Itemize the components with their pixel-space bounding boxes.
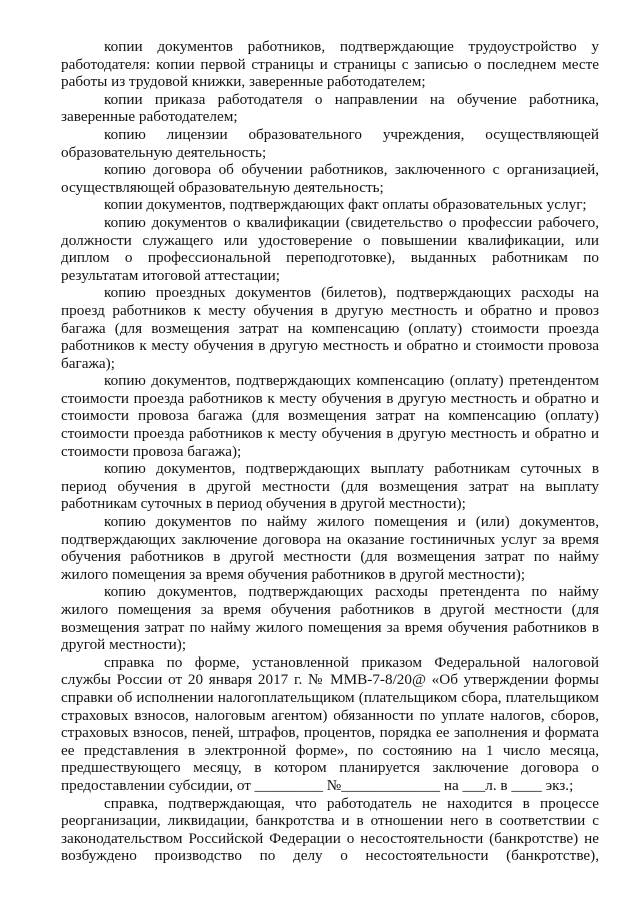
paragraph-travel-compensation: копию документов, подтверждающих компенсацию (оплату) претендентом стоимости проезда работников к месту обучения в другую местность и обратно и стоимости провоза багажа (для возмещения затрат на компенсацию (оплату) стоимости проезда работников к месту обучения в другую местность и обратно и стоимости провоза багажа); bbox=[61, 372, 599, 460]
paragraph-qualification-docs: копию документов о квалификации (свидетельство о профессии рабочего, должности служащего или удостоверение о повышении квалификации, или диплом о профессиональной переподготовке), выданных работникам по результатам итоговой аттестации; bbox=[61, 213, 599, 284]
paragraph-per-diem: копию документов, подтверждающих выплату работникам суточных в период обучения в другой местности (для возмещения затрат на выплату работникам суточных в период обучения в другой местности); bbox=[61, 460, 599, 513]
paragraph-housing-expenses: копию документов, подтверждающих расходы претендента по найму жилого помещения за время обучения работников в другой местности (для возмещения затрат по найму жилого помещения за время обучения работников в другой местности); bbox=[61, 583, 599, 654]
paragraph-travel-tickets: копию проездных документов (билетов), подтверждающих расходы на проезд работников к месту обучения в другую местность и обратно и провоз багажа (для возмещения затрат на компенсацию (оплату) стоимости проезда работников к месту обучения в другую местность и обратно и стоимости провоза багажа); bbox=[61, 284, 599, 372]
paragraph-bankruptcy-certificate: справка, подтверждающая, что работодатель не находится в процессе реорганизации, ликвидации, банкротства и в отношении него в соответствии с законодательством Российской Федерации о несостоятельности (банкротстве) не возбуждено производство по делу о несостоятельности (банкротстве), bbox=[61, 794, 599, 865]
paragraph-employment-docs: копии документов работников, подтверждающие трудоустройство у работодателя: копии первой страницы и страницы с записью о последнем месте работы из трудовой книжки, заверенные работодателем; bbox=[61, 38, 599, 91]
paragraph-training-contract: копию договора об обучении работников, заключенного с организацией, осуществляющей образовательную деятельность; bbox=[61, 161, 599, 196]
paragraph-housing-docs: копию документов по найму жилого помещения и (или) документов, подтверждающих заключение договора на оказание гостиничных услуг за время обучения работников в другой местности (для возмещения затрат по найму жилого помещения за время обучения работников в другой местности); bbox=[61, 513, 599, 583]
paragraph-license: копию лицензии образовательного учреждения, осуществляющей образовательную деятельность; bbox=[61, 125, 599, 161]
paragraph-tax-certificate: справка по форме, установленной приказом Федеральной налоговой службы России от 20 января 2017 г. № ММВ-7-8/20@ «Об утверждении формы справки об исполнении налогоплательщиком (плательщиком сбора, плательщиком страховых взносов, налоговым агентом) обязанности по уплате налогов, сборов, страховых взносов, пеней, штрафов, процентов, порядка ее заполнения и формата ее представления в электронной форме», по состоянию на 1 число месяца, предшествующего месяцу, в котором планируется заключение договора о предоставлении субсидии, от _________ №_____________ на ___л. в ____ экз.; bbox=[61, 653, 599, 794]
paragraph-training-order: копии приказа работодателя о направлении на обучение работника, заверенные работодателем; bbox=[61, 90, 599, 126]
paragraph-payment-proof: копии документов, подтверждающих факт оплаты образовательных услуг; bbox=[104, 196, 587, 214]
